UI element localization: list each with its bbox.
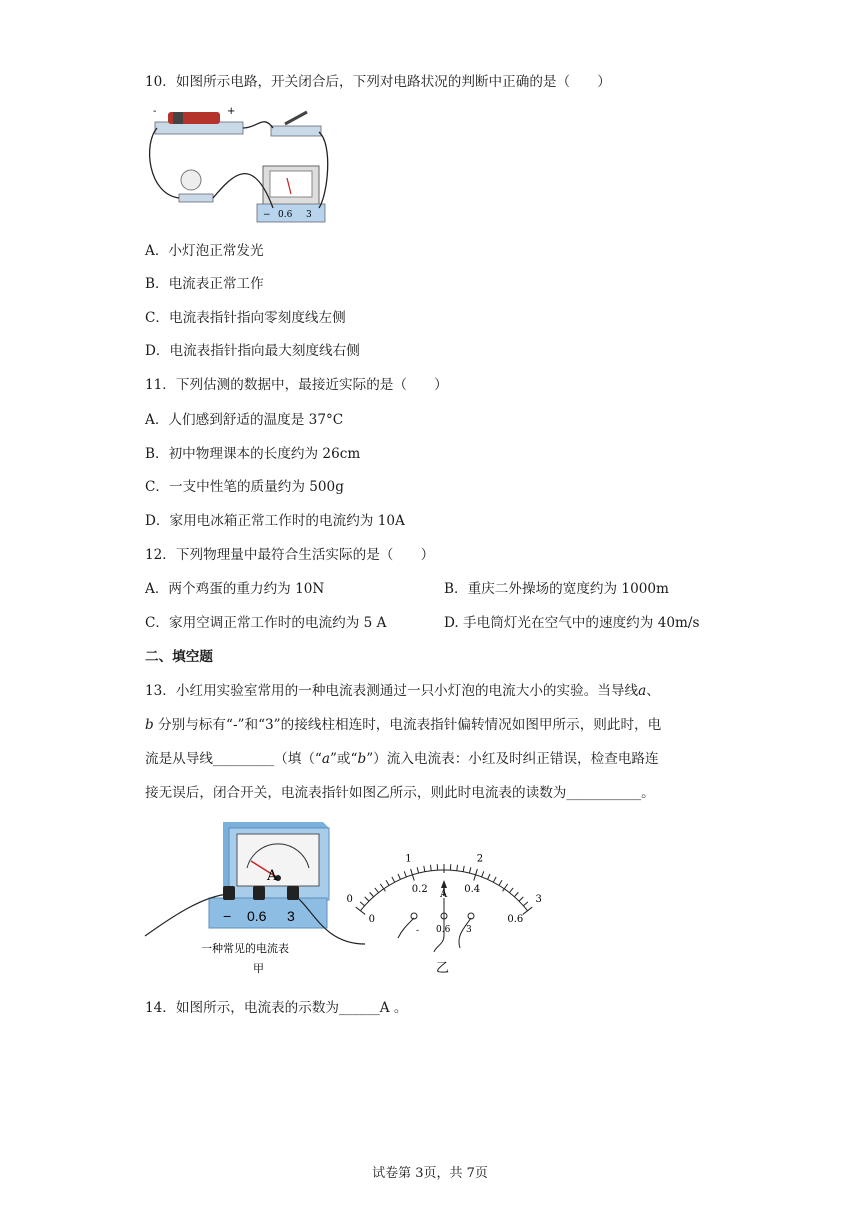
yi-tick	[365, 897, 369, 901]
q13-line4: 接无误后，闭合开关，电流表指针如图乙所示，则此时电流表的读数为___________。	[145, 785, 655, 801]
yi-terminal-minus: -	[416, 926, 420, 936]
q11-option-a: A．人们感到舒适的温度是 37°C	[145, 412, 344, 428]
svg-text:-: -	[153, 106, 157, 117]
q10-option-a: A．小灯泡正常发光	[145, 243, 264, 259]
yi-bottom-label: 0.2	[411, 883, 428, 895]
yi-tick	[469, 867, 470, 873]
yi-tick	[493, 877, 496, 882]
yi-tick	[523, 902, 527, 906]
jia-caption: 一种常见的电流表	[201, 942, 289, 955]
jia-caption-label: 甲	[253, 962, 264, 975]
jia-terminal-3: 3	[287, 908, 295, 924]
yi-tick	[398, 874, 400, 879]
yi-tick	[417, 867, 418, 873]
jia-terminal-minus: −	[223, 908, 232, 924]
jia-dial-letter: A	[267, 868, 278, 884]
q12-option-d: D. 手电筒灯光在空气中的速度约为 40m/s	[444, 615, 700, 631]
q10-terminal-minus: −	[263, 210, 271, 220]
q11-option-d: D．家用电冰箱正常工作时的电流约为 10A	[145, 513, 405, 529]
yi-scale-letter: A	[440, 889, 448, 900]
yi-tick	[457, 865, 458, 871]
q12-option-c: C．家用空调正常工作时的电流约为 5 A	[145, 615, 387, 631]
q11-option-c: C．一支中性笔的质量约为 500g	[145, 479, 344, 495]
yi-caption: 乙	[436, 961, 450, 976]
yi-tick	[509, 888, 513, 893]
yi-tick	[392, 877, 395, 882]
q10-option-c: C．电流表指针指向零刻度线左侧	[145, 310, 346, 326]
q13-line3: 流是从导线_________（填（“a”或“b”）流入电流表：小红及时纠正错误，检查电路连	[145, 751, 659, 767]
yi-tick	[463, 866, 464, 872]
yi-tick	[375, 888, 379, 893]
yi-tick	[360, 902, 364, 906]
q12-stem: 12．下列物理量中最符合生活实际的是（ ）	[145, 547, 435, 563]
q13-line2: b 分别与标有“-”和“3”的接线柱相连时，电流表指针偏转情况如图甲所示，则此时，电	[145, 717, 662, 733]
yi-tick	[519, 897, 523, 901]
yi-top-label: 3	[535, 894, 542, 906]
q10-terminal-06: 0.6	[278, 210, 293, 220]
yi-top-label: 1	[405, 853, 412, 865]
q14-stem: 14．如图所示，电流表的示数为______A 。	[145, 1000, 408, 1016]
yi-tick	[488, 874, 490, 879]
yi-tick	[404, 871, 406, 877]
yi-tick	[430, 865, 431, 871]
section-heading: 二、填空题	[145, 649, 213, 665]
q12-option-b: B．重庆二外操场的宽度约为 1000m	[444, 581, 669, 597]
yi-tick	[386, 880, 389, 885]
yi-bottom-label: 0	[368, 913, 376, 925]
yi-bottom-label: 0.6	[507, 913, 524, 925]
q12-option-a: A．两个鸡蛋的重力约为 10N	[145, 581, 325, 597]
q10-circuit-figure	[143, 104, 333, 224]
yi-tick	[514, 892, 518, 896]
yi-terminal-06: 0.6	[436, 925, 451, 935]
page-footer: 试卷第 3页，共 7页	[372, 1166, 488, 1181]
q10-terminal-3: 3	[306, 210, 312, 220]
q13-figure-jia	[143, 816, 376, 981]
yi-top-label: 2	[476, 853, 484, 865]
yi-tick	[499, 880, 502, 885]
yi-tick	[370, 892, 374, 896]
yi-tick	[482, 871, 484, 877]
svg-text:+: +	[227, 106, 236, 117]
q10-stem: 10．如图所示电路，开关闭合后，下列对电路状况的判断中正确的是（ ）	[145, 74, 611, 90]
q13-line1: 13．小红用实验室常用的一种电流表测通过一只小灯泡的电流大小的实验。当导线a、	[145, 683, 660, 699]
yi-terminal-3: 3	[466, 925, 472, 935]
jia-terminal-06: 0.6	[247, 908, 267, 924]
yi-bottom-label: 0.4	[464, 883, 481, 895]
q10-option-d: D．电流表指针指向最大刻度线右侧	[145, 343, 360, 359]
yi-tick	[523, 907, 532, 914]
yi-top-label: 0	[346, 894, 353, 906]
q10-option-b: B．电流表正常工作	[145, 276, 264, 292]
q11-stem: 11．下列估测的数据中，最接近实际的是（ ）	[145, 377, 448, 393]
q11-option-b: B．初中物理课本的长度约为 26cm	[145, 446, 361, 462]
yi-tick	[424, 866, 425, 872]
q13-figure-yi	[346, 826, 542, 976]
yi-needle-head	[441, 880, 447, 888]
